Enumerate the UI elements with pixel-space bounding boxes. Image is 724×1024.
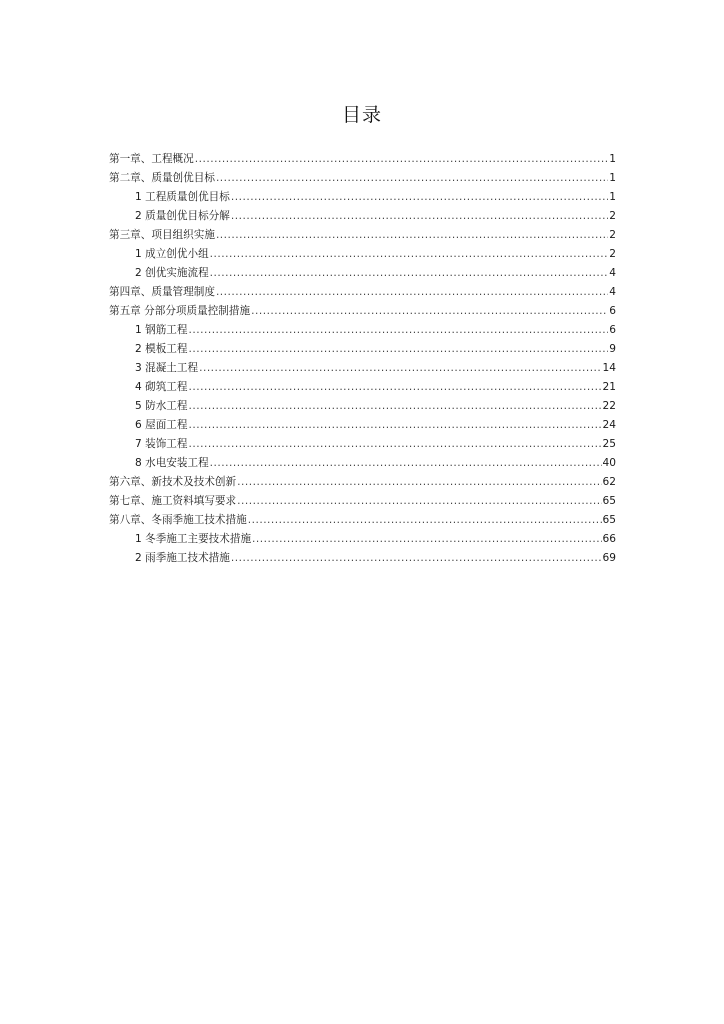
toc-entry-page: 14 — [602, 362, 616, 374]
toc-entry-page: 25 — [602, 438, 616, 450]
page-title: 目录 — [341, 104, 382, 126]
toc-entry-label: 第六章、新技术及技术创新 — [109, 476, 237, 488]
toc-leader-dots — [188, 321, 608, 340]
toc-leader-dots — [216, 169, 608, 188]
toc-entry-page: 6 — [609, 324, 616, 336]
toc-entry[interactable] — [109, 245, 616, 264]
toc-entry-page: 4 — [609, 286, 616, 298]
toc-leader-dots — [210, 264, 609, 283]
toc-entry-page: 4 — [609, 267, 616, 279]
toc-entry-page: 1 — [609, 153, 616, 165]
toc-leader-dots — [195, 150, 609, 169]
toc-entry-page: 40 — [602, 457, 616, 469]
toc-entry[interactable] — [109, 207, 616, 226]
toc-entry-label: 6 屋面工程 — [135, 419, 188, 431]
toc-entry-label: 1 冬季施工主要技术措施 — [135, 533, 252, 545]
toc-leader-dots — [210, 454, 602, 473]
toc-entry-page: 2 — [609, 210, 616, 222]
toc-entry[interactable] — [109, 454, 616, 473]
toc-entry-page: 9 — [609, 343, 616, 355]
toc-entry-label: 7 装饰工程 — [135, 438, 188, 450]
toc-entry-label: 第八章、冬雨季施工技术措施 — [109, 514, 247, 526]
toc-leader-dots — [248, 511, 602, 530]
toc-entry-page: 1 — [609, 191, 616, 203]
toc-entry-page: 62 — [602, 476, 616, 488]
toc-leader-dots — [237, 473, 601, 492]
toc-entry-label: 1 成立创优小组 — [135, 248, 209, 260]
toc-entry[interactable] — [109, 302, 616, 321]
toc-entry-label: 第一章、工程概况 — [109, 153, 194, 165]
toc-entry-label: 第四章、质量管理制度 — [109, 286, 215, 298]
toc-entry[interactable] — [109, 435, 616, 454]
toc-entry-label: 1 钢筋工程 — [135, 324, 188, 336]
toc-entry-label: 2 模板工程 — [135, 343, 188, 355]
toc-leader-dots — [188, 435, 601, 454]
toc-entry-page: 21 — [602, 381, 616, 393]
toc-entry[interactable] — [109, 530, 616, 549]
toc-leader-dots — [216, 283, 608, 302]
toc-leader-dots — [216, 226, 608, 245]
toc-leader-dots — [210, 245, 609, 264]
toc-entry-page: 2 — [609, 229, 616, 241]
toc-leader-dots — [188, 416, 601, 435]
toc-leader-dots — [251, 302, 608, 321]
toc-entry-label: 第三章、项目组织实施 — [109, 229, 215, 241]
toc-entry-page: 69 — [602, 552, 616, 564]
toc-entry-label: 4 砌筑工程 — [135, 381, 188, 393]
toc-entry-label: 5 防水工程 — [135, 400, 188, 412]
toc-leader-dots — [231, 549, 602, 568]
table-of-contents — [109, 150, 616, 568]
toc-entry[interactable] — [109, 378, 616, 397]
toc-entry[interactable] — [109, 473, 616, 492]
toc-entry-label: 8 水电安装工程 — [135, 457, 209, 469]
toc-entry[interactable] — [109, 511, 616, 530]
toc-entry-label: 3 混凝土工程 — [135, 362, 199, 374]
toc-entry-page: 65 — [602, 514, 616, 526]
toc-entry-page: 6 — [609, 305, 616, 317]
toc-entry-page: 24 — [602, 419, 616, 431]
toc-entry[interactable] — [109, 416, 616, 435]
toc-entry-page: 22 — [602, 400, 616, 412]
toc-entry[interactable] — [109, 321, 616, 340]
toc-entry[interactable] — [109, 397, 616, 416]
toc-entry[interactable] — [109, 340, 616, 359]
toc-entry[interactable] — [109, 150, 616, 169]
toc-entry-page: 2 — [609, 248, 616, 260]
toc-entry-label: 2 雨季施工技术措施 — [135, 552, 230, 564]
toc-entry-page: 66 — [602, 533, 616, 545]
toc-entry-label: 第五章 分部分项质量控制措施 — [109, 305, 251, 317]
toc-leader-dots — [252, 530, 601, 549]
toc-entry[interactable] — [109, 492, 616, 511]
toc-leader-dots — [231, 207, 608, 226]
toc-entry[interactable] — [109, 264, 616, 283]
toc-leader-dots — [231, 188, 608, 207]
toc-entry-label: 1 工程质量创优目标 — [135, 191, 230, 203]
toc-leader-dots — [237, 492, 601, 511]
toc-entry-label: 2 质量创优目标分解 — [135, 210, 230, 222]
toc-entry-label: 第七章、施工资料填写要求 — [109, 495, 237, 507]
toc-leader-dots — [188, 340, 608, 359]
toc-entry[interactable] — [109, 188, 616, 207]
toc-entry-page: 1 — [609, 172, 616, 184]
toc-entry-label: 第二章、质量创优目标 — [109, 172, 215, 184]
toc-entry[interactable] — [109, 226, 616, 245]
toc-entry-label: 2 创优实施流程 — [135, 267, 209, 279]
toc-entry[interactable] — [109, 283, 616, 302]
toc-leader-dots — [199, 359, 601, 378]
toc-entry[interactable] — [109, 169, 616, 188]
toc-entry[interactable] — [109, 549, 616, 568]
toc-leader-dots — [188, 378, 601, 397]
toc-entry-page: 65 — [602, 495, 616, 507]
toc-leader-dots — [188, 397, 601, 416]
toc-entry[interactable] — [109, 359, 616, 378]
